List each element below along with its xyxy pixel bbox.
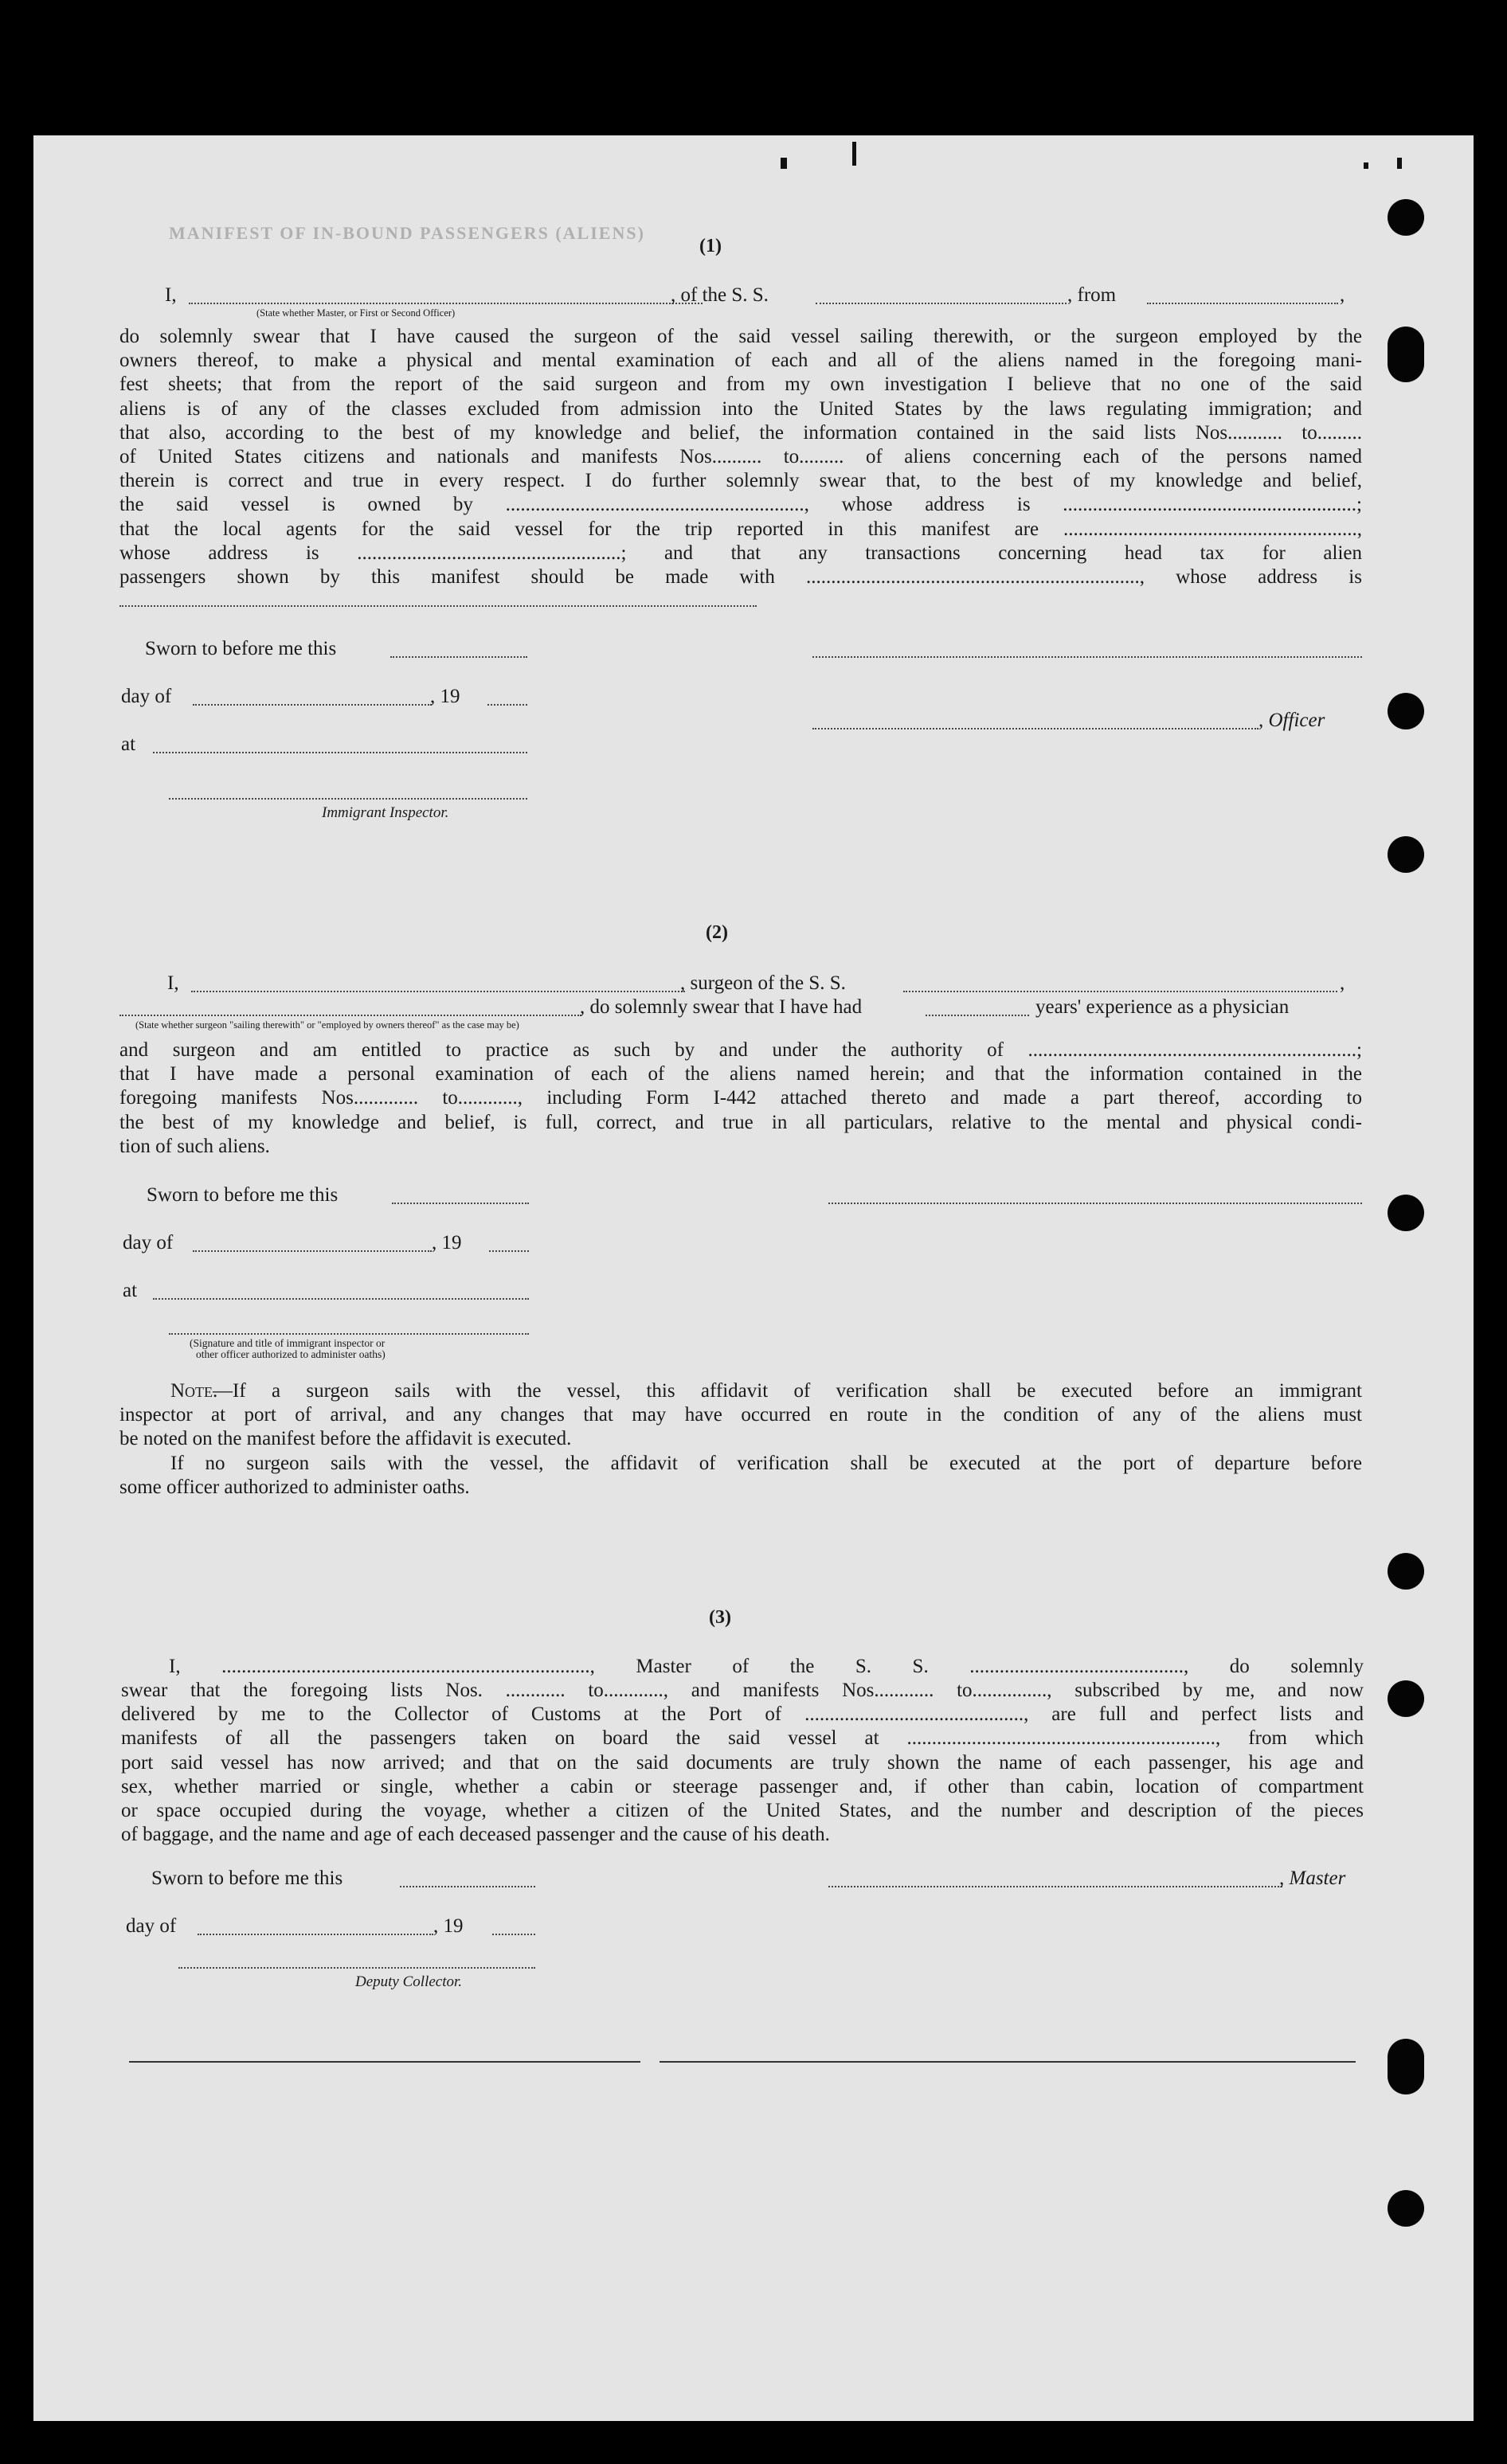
day-of-label: day of: [126, 1915, 177, 1937]
vessel-name-line: [816, 303, 1067, 304]
bottom-rule-right: [660, 2061, 1356, 2063]
years-line: [926, 1015, 1029, 1016]
surgeon-name-line: [191, 991, 685, 992]
day-of-line: [193, 1250, 432, 1252]
oath-line: and surgeon and am entitled to practice as such by and under the authority of ..................................................................;: [119, 1039, 1362, 1061]
oath-line: that also, according to the best of my knowledge and belief, the information contained in the said lists Nos........... to.........: [119, 421, 1362, 444]
sworn-label: Sworn to before me this: [145, 638, 337, 659]
oath-line: manifests of all the passengers taken on board the said vessel at .............................................................., from which: [121, 1727, 1364, 1750]
day-of-line: [198, 1934, 433, 1935]
at-line: [153, 1298, 529, 1300]
surgeon-state-note: (State whether surgeon "sailing therewith" or "employed by owners thereof" as the case may be): [135, 1019, 519, 1031]
surgeon-type-line: [119, 1015, 581, 1016]
section-1-of-ss: , of the S. S.: [671, 284, 769, 306]
section-3-oath: [169, 1655, 1364, 1679]
punch-hole: [1388, 1553, 1424, 1590]
punch-hole: [1388, 836, 1424, 873]
year-label: , 19: [430, 686, 460, 707]
officer-sign-line-1: [812, 656, 1362, 658]
officer-label: , Officer: [1258, 710, 1325, 731]
oath-line: or space occupied during the voyage, whether a citizen of the United States, and the number and description of the pieces: [121, 1799, 1364, 1821]
note-line: —If a surgeon sails with the vessel, this affidavit of verification shall be executed before an immigrant: [213, 1380, 1362, 1402]
day-of-line: [193, 704, 432, 706]
note-line: If no surgeon sails with the vessel, the affidavit of verification shall be executed at the port of departure before: [170, 1452, 1362, 1474]
sworn-date-line: [400, 1886, 535, 1887]
section-1-comma: ,: [1340, 284, 1345, 306]
from-port-line: [1147, 303, 1338, 304]
punch-hole: [1388, 1195, 1424, 1231]
bottom-rule-left: [129, 2061, 640, 2063]
section-1-from: , from: [1067, 284, 1117, 306]
swear-label: , do solemnly swear that I have had: [580, 996, 863, 1018]
note-line: some officer authorized to administer oaths.: [119, 1476, 470, 1498]
immigrant-inspector-label: Immigrant Inspector.: [322, 804, 449, 821]
note-line: be noted on the manifest before the affidavit is executed.: [119, 1428, 572, 1450]
ink-mark: [1364, 162, 1368, 169]
oath-line: tion of such aliens.: [119, 1135, 270, 1157]
surgeon-note: [119, 1379, 1362, 1500]
oath-line: port said vessel has now arrived; and that on the said documents are truly shown the name of each passenger, his age and: [121, 1751, 1364, 1774]
oath-line: aliens is of any of the classes excluded from admission into the United States by the laws regulating immigration; and: [119, 397, 1362, 420]
inspector-signature-line: [169, 1333, 529, 1335]
bleed-through-text: MANIFEST OF IN-BOUND PASSENGERS (ALIENS): [169, 223, 645, 243]
signature-note-1: (Signature and title of immigrant inspector or: [190, 1337, 386, 1349]
state-note: (State whether Master, or First or Second Officer): [256, 307, 456, 319]
punch-hole: [1388, 327, 1424, 382]
section-2-oath: [119, 1038, 1362, 1159]
oath-line: foregoing manifests Nos............. to............, including Form I-442 attached thereto and made a part thereof, according to: [119, 1087, 1362, 1109]
signature-note-2: other officer authorized to administer oaths): [196, 1348, 386, 1360]
oath-line: passengers shown by this manifest should be made with ..................................................................., whose address is: [119, 565, 1362, 588]
year-line: [489, 1250, 529, 1252]
oath-line: sex, whether married or single, whether a cabin or steerage passenger and, if other than cabin, location of compartment: [121, 1775, 1364, 1797]
sworn-date-line: [392, 1203, 529, 1204]
year-line: [492, 1934, 535, 1935]
sworn-label: Sworn to before me this: [151, 1868, 343, 1889]
oath-line: owners thereof, to make a physical and mental examination of each and all of the aliens named in the foregoing mani-: [119, 350, 1362, 372]
oath-line: the best of my knowledge and belief, is full, correct, and true in all particulars, relative to the mental and physical condi-: [119, 1111, 1362, 1133]
oath-line: the said vessel is owned by ............................................................, whose address is ...........................................................;: [119, 494, 1362, 516]
at-label: at: [121, 733, 136, 755]
ink-mark: [781, 158, 787, 169]
sworn-date-line: [390, 656, 527, 658]
inspector-signature-line: [169, 798, 527, 800]
day-of-label: day of: [123, 1232, 174, 1254]
sworn-label: Sworn to before me this: [147, 1184, 339, 1206]
officer-name-line: [189, 303, 703, 304]
oath-line: of baggage, and the name and age of each deceased passenger and the cause of his death.: [121, 1824, 830, 1846]
surgeon-of-label: , surgeon of the S. S.: [680, 972, 846, 994]
at-line: [153, 752, 527, 753]
section-1-i: I,: [165, 284, 177, 306]
section-3-oath-body: [121, 1679, 1364, 1847]
note-label: Note.: [170, 1380, 218, 1402]
oath-line: that I have made a personal examination of each of the aliens named herein; and that the information contained in the: [119, 1063, 1362, 1085]
punch-hole: [1388, 199, 1424, 236]
surgeon-vessel-line: [903, 991, 1337, 992]
section-2-number: (2): [706, 922, 728, 943]
officer-sign-line-2: [812, 728, 1258, 729]
oath-line: whose address is .....................................................; and that any transactions concerning head tax for alien: [119, 542, 1362, 564]
deputy-signature-line: [178, 1967, 535, 1969]
year-label: , 19: [432, 1232, 462, 1254]
manifest-sheet: [33, 135, 1474, 2421]
punch-hole: [1388, 2190, 1424, 2227]
section-2-i: I,: [167, 972, 179, 994]
surgeon-sign-line: [828, 1203, 1362, 1204]
section-3-number: (3): [709, 1607, 731, 1628]
deputy-collector-label: Deputy Collector.: [355, 1973, 463, 1990]
master-sign-line: [828, 1886, 1282, 1887]
ink-mark: [1397, 158, 1402, 169]
master-label: , Master: [1279, 1868, 1346, 1889]
punch-hole: [1388, 693, 1424, 729]
section-2-comma: ,: [1340, 972, 1345, 994]
oath-line: do solemnly swear that I have caused the surgeon of the said vessel sailing therewith, or the surgeon employed by the: [119, 326, 1362, 347]
note-line: inspector at port of arrival, and any changes that may have occurred en route in the condition of any of the aliens must: [119, 1404, 1362, 1426]
continuation-line: [119, 605, 757, 607]
year-line: [487, 704, 527, 706]
oath-line: of United States citizens and nationals and manifests Nos.......... to......... of aliens concerning each of the persons named: [119, 445, 1362, 467]
ink-mark: [852, 142, 856, 166]
punch-hole: [1388, 1680, 1424, 1717]
year-label: , 19: [433, 1915, 464, 1937]
oath-line: swear that the foregoing lists Nos. ............ to............, and manifests Nos............ to..............., subscribed by me, and now: [121, 1680, 1364, 1701]
oath-line: delivered by me to the Collector of Customs at the Port of ............................................, are full and perfect lists and: [121, 1703, 1364, 1726]
oath-line: therein is correct and true in every respect. I do further solemnly swear that, to the best of my knowledge and belief,: [119, 470, 1362, 492]
oath-line: that the local agents for the said vessel for the trip reported in this manifest are ...........................................................,: [119, 518, 1362, 540]
oath-line: I, .........................................................................., Master of the S. S. ..........................................., do solemnly: [169, 1656, 1364, 1677]
at-label: at: [123, 1280, 138, 1301]
oath-line: fest sheets; that from the report of the said surgeon and from my own investigation I believe that no one of the said: [119, 374, 1362, 396]
section-1-number: (1): [699, 236, 722, 256]
day-of-label: day of: [121, 686, 172, 707]
years-experience-label: years' experience as a physician: [1035, 996, 1290, 1018]
punch-hole: [1388, 2039, 1424, 2094]
section-1-oath: [119, 325, 1362, 589]
